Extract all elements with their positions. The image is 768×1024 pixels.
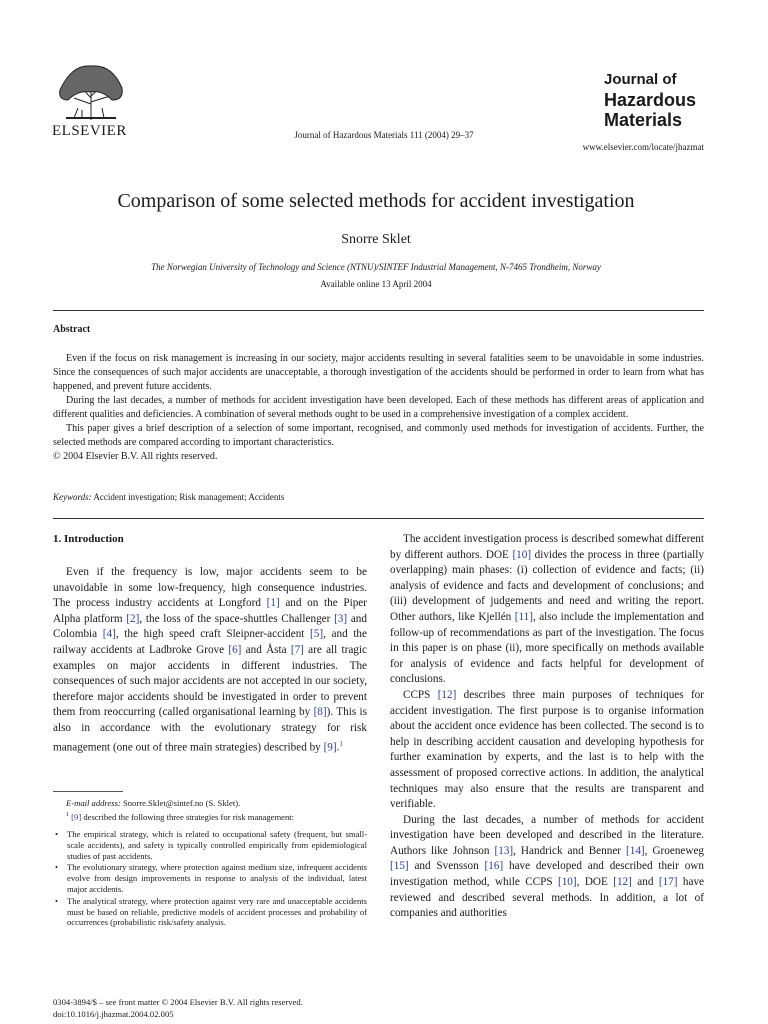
article-title: Comparison of some selected methods for accident investigation bbox=[117, 190, 635, 212]
text-run: Even if the frequency is low, major accidents seem to be unavoidable in some low-frequency, high consequence industries. The process industry accidents at Longford bbox=[53, 566, 367, 610]
citation-link[interactable]: [7] bbox=[290, 643, 304, 656]
body-divider bbox=[53, 518, 704, 519]
citation-link[interactable]: [12] bbox=[437, 688, 457, 701]
citation-link[interactable]: [9] bbox=[323, 741, 337, 754]
citation-link[interactable]: [15] bbox=[390, 860, 409, 873]
text-run: ). This is also in accordance with the evolutionary strategy for risk management (one out of three main strategies) described by bbox=[53, 706, 367, 754]
text-run: , DOE bbox=[576, 876, 614, 889]
footnote-marker[interactable]: 1 bbox=[339, 739, 343, 748]
journal-title bbox=[604, 70, 714, 130]
email-label: E-mail address: bbox=[66, 798, 121, 808]
citation-link[interactable]: [4] bbox=[102, 628, 116, 641]
text-run: , and the railway accidents at Ladbroke Grove bbox=[53, 628, 367, 656]
citation-link[interactable]: [1] bbox=[266, 597, 280, 610]
footnote-bullet: • The analytical strategy, where protection against very rare and unacceptable accidents must be based on reliable, predictive models of accident processes and probability of occurrences (probabilistic risk/safety analysis. bbox=[55, 895, 367, 928]
abstract-heading: Abstract bbox=[53, 324, 91, 335]
citation-link[interactable]: [12] bbox=[613, 876, 632, 889]
elsevier-tree-logo bbox=[52, 60, 130, 132]
text-run: have reviewed and described several methods. In addition, a lot of companies and authorities bbox=[390, 876, 705, 920]
text-run: and on the Piper Alpha platform bbox=[53, 597, 367, 625]
text-run: During the last decades, a number of methods for accident investigation have been developed and described in the literature. Authors like Johnson bbox=[390, 813, 704, 857]
bullet-text: The analytical strategy, where protection against very rare and unacceptable accidents must be based on reliable, predictive models of accident processes and probability of occurrences (probabilistic risk/safety analysis. bbox=[67, 895, 367, 928]
text-run: , Handrick and Benner bbox=[513, 844, 627, 857]
text-run: and bbox=[631, 876, 659, 889]
footnote-1 bbox=[66, 810, 294, 823]
top-divider bbox=[53, 310, 704, 311]
text-run: divides the process in three (partially overlapping) main phases: (i) collection of evidence and facts; (ii) analysis of evidence and facts and development of conclusions; and (iii) development of judgements and need and writing the report. Other authors, like Kjellén bbox=[390, 548, 704, 623]
intro-paragraph-right-3 bbox=[390, 813, 704, 922]
citation-link[interactable]: [11] bbox=[514, 610, 533, 623]
publisher-name: ELSEVIER bbox=[52, 123, 127, 139]
text-run: CCPS bbox=[403, 688, 438, 701]
citation-link[interactable]: [2] bbox=[126, 612, 140, 625]
bullet-text: The empirical strategy, which is related to occupational safety (frequent, but small-scale accidents), and safety is typically controlled empirically from epidemiological studies of past accidents. bbox=[67, 829, 367, 861]
journal-title-line-1: Journal of bbox=[604, 71, 677, 88]
footnote-bullet: • The empirical strategy, which is related to occupational safety (frequent, but small-scale accidents), and safety is typically controlled empirically from epidemiological studies of past accidents. bbox=[55, 829, 367, 861]
journal-citation: Journal of Hazardous Materials 111 (2004) 29–37 bbox=[294, 130, 474, 140]
citation-link[interactable]: [10] bbox=[512, 548, 532, 561]
text-run: . bbox=[336, 741, 340, 754]
text-run: have developed and described their own investigation method, while CCPS bbox=[390, 860, 704, 889]
journal-url[interactable]: www.elsevier.com/locate/jhazmat bbox=[582, 142, 704, 152]
article-author: Snorre Sklet bbox=[341, 232, 411, 247]
section-heading-introduction: 1. Introduction bbox=[53, 533, 124, 545]
citation-link[interactable]: [17] bbox=[658, 876, 678, 889]
citation-link[interactable]: [14] bbox=[626, 844, 645, 857]
text-run: , the loss of the space-shuttles Challenger bbox=[139, 612, 335, 625]
right-column bbox=[390, 532, 704, 922]
keywords-label: Keywords: bbox=[53, 492, 92, 502]
journal-title-line-3: Materials bbox=[604, 110, 683, 130]
intro-paragraph-right-1 bbox=[390, 532, 704, 688]
text-run: describes three main purposes of techniques for accident investigation. The first purpose is to organise information about the accident once evidence has been collected. The second is to help in describing accident causation and developing hypothesis for further examination by experts, and the last is to help with the assessment of proposed corrective actions. In addition, the analytical techniques may also ensure that the results are transparent and verifiable. bbox=[390, 688, 704, 811]
front-matter bbox=[53, 996, 303, 1020]
front-matter-line: 0304-3894/$ – see front matter © 2004 Elsevier B.V. All rights reserved. bbox=[53, 997, 303, 1007]
citation-link[interactable]: [5] bbox=[310, 628, 324, 641]
citation-link[interactable]: [13] bbox=[494, 844, 514, 857]
citation-link[interactable]: [9] bbox=[71, 811, 82, 822]
doi[interactable]: doi:10.1016/j.jhazmat.2004.02.005 bbox=[53, 1009, 174, 1019]
abstract-paragraph-2: During the last decades, a number of methods for accident investigation have been developed. Each of these methods has different areas of application and different qualities and deficiencies. A combination of several methods ought to be used in a comprehensive investigation of a complex accident. bbox=[53, 395, 704, 420]
keywords-text: Accident investigation; Risk management; Accidents bbox=[91, 492, 285, 502]
text-run: The accident investigation process is described somewhat different by different authors. DOE bbox=[390, 533, 704, 561]
text-run: , the high speed craft Sleipner-accident bbox=[115, 628, 311, 641]
text-run: are all tragic examples on major accidents in different industries. The consequences of such major accidents are not accepted in our society, therefore major accidents should be investigated in order to prevent them from reoccurring (called organisational learning by bbox=[53, 643, 367, 719]
abstract-paragraph-3: This paper gives a brief description of a selection of some important, recognised, and commonly used methods for investigation of accidents. Further, the selected methods are compared according to important characteristics. bbox=[53, 423, 704, 448]
abstract-paragraph-1: Even if the focus on risk management is increasing in our society, major accidents resulting in several fatalities seem to be unavoidable in some industries. Since the consequences of such major accidents are unacceptable, a thorough investigation of the accidents should be performed in order to learn from what has happened, and prevent future accidents. bbox=[53, 353, 704, 392]
footnote-1-text: described the following three strategies for risk management: bbox=[81, 811, 295, 822]
left-column bbox=[53, 565, 367, 756]
footnote-bullet: • The evolutionary strategy, where protection against medium size, infrequent accidents evolve from design improvements in response to analysis of the individual, latest major accidents. bbox=[55, 862, 367, 894]
text-run: and Colombia bbox=[53, 612, 367, 641]
email-text[interactable]: Snorre.Sklet@sintef.no (S. Sklet). bbox=[120, 798, 241, 808]
abstract-copyright: © 2004 Elsevier B.V. All rights reserved. bbox=[53, 451, 218, 462]
text-run: and Åsta bbox=[241, 643, 291, 656]
journal-title-line-2: Hazardous bbox=[604, 90, 697, 110]
intro-paragraph-right-2 bbox=[390, 688, 704, 813]
text-run: , also include the implementation and follow-up of recommendations as part of the investigation. The focus in this paper is on phase (ii), more specifically on methods available for analysis of evidence and facts helpful for development of conclusions. bbox=[390, 610, 704, 686]
bullet-text: The evolutionary strategy, where protection against medium size, infrequent accidents evolve from design improvements in response to analysis of the individual, latest major accidents. bbox=[67, 862, 367, 894]
footnote-bullet-list bbox=[53, 829, 367, 929]
author-email-footnote bbox=[66, 798, 240, 809]
citation-link[interactable]: [6] bbox=[228, 643, 242, 656]
abstract-body bbox=[53, 352, 704, 464]
intro-paragraph-1 bbox=[53, 565, 367, 756]
keywords bbox=[53, 492, 284, 502]
available-online-date: Available online 13 April 2004 bbox=[320, 279, 432, 289]
footnote-divider bbox=[53, 791, 123, 792]
text-run: , Groeneweg bbox=[644, 844, 705, 857]
footnote-1-mark: 1 bbox=[66, 812, 69, 818]
citation-link[interactable]: [16] bbox=[484, 860, 504, 873]
author-affiliation: The Norwegian University of Technology and Science (NTNU)/SINTEF Industrial Management, N-7465 Trondheim, Norway bbox=[151, 262, 601, 272]
text-run: and Svensson bbox=[408, 860, 485, 873]
citation-link[interactable]: [10] bbox=[557, 876, 577, 889]
citation-link[interactable]: [3] bbox=[334, 612, 348, 625]
citation-link[interactable]: [8] bbox=[313, 706, 327, 719]
